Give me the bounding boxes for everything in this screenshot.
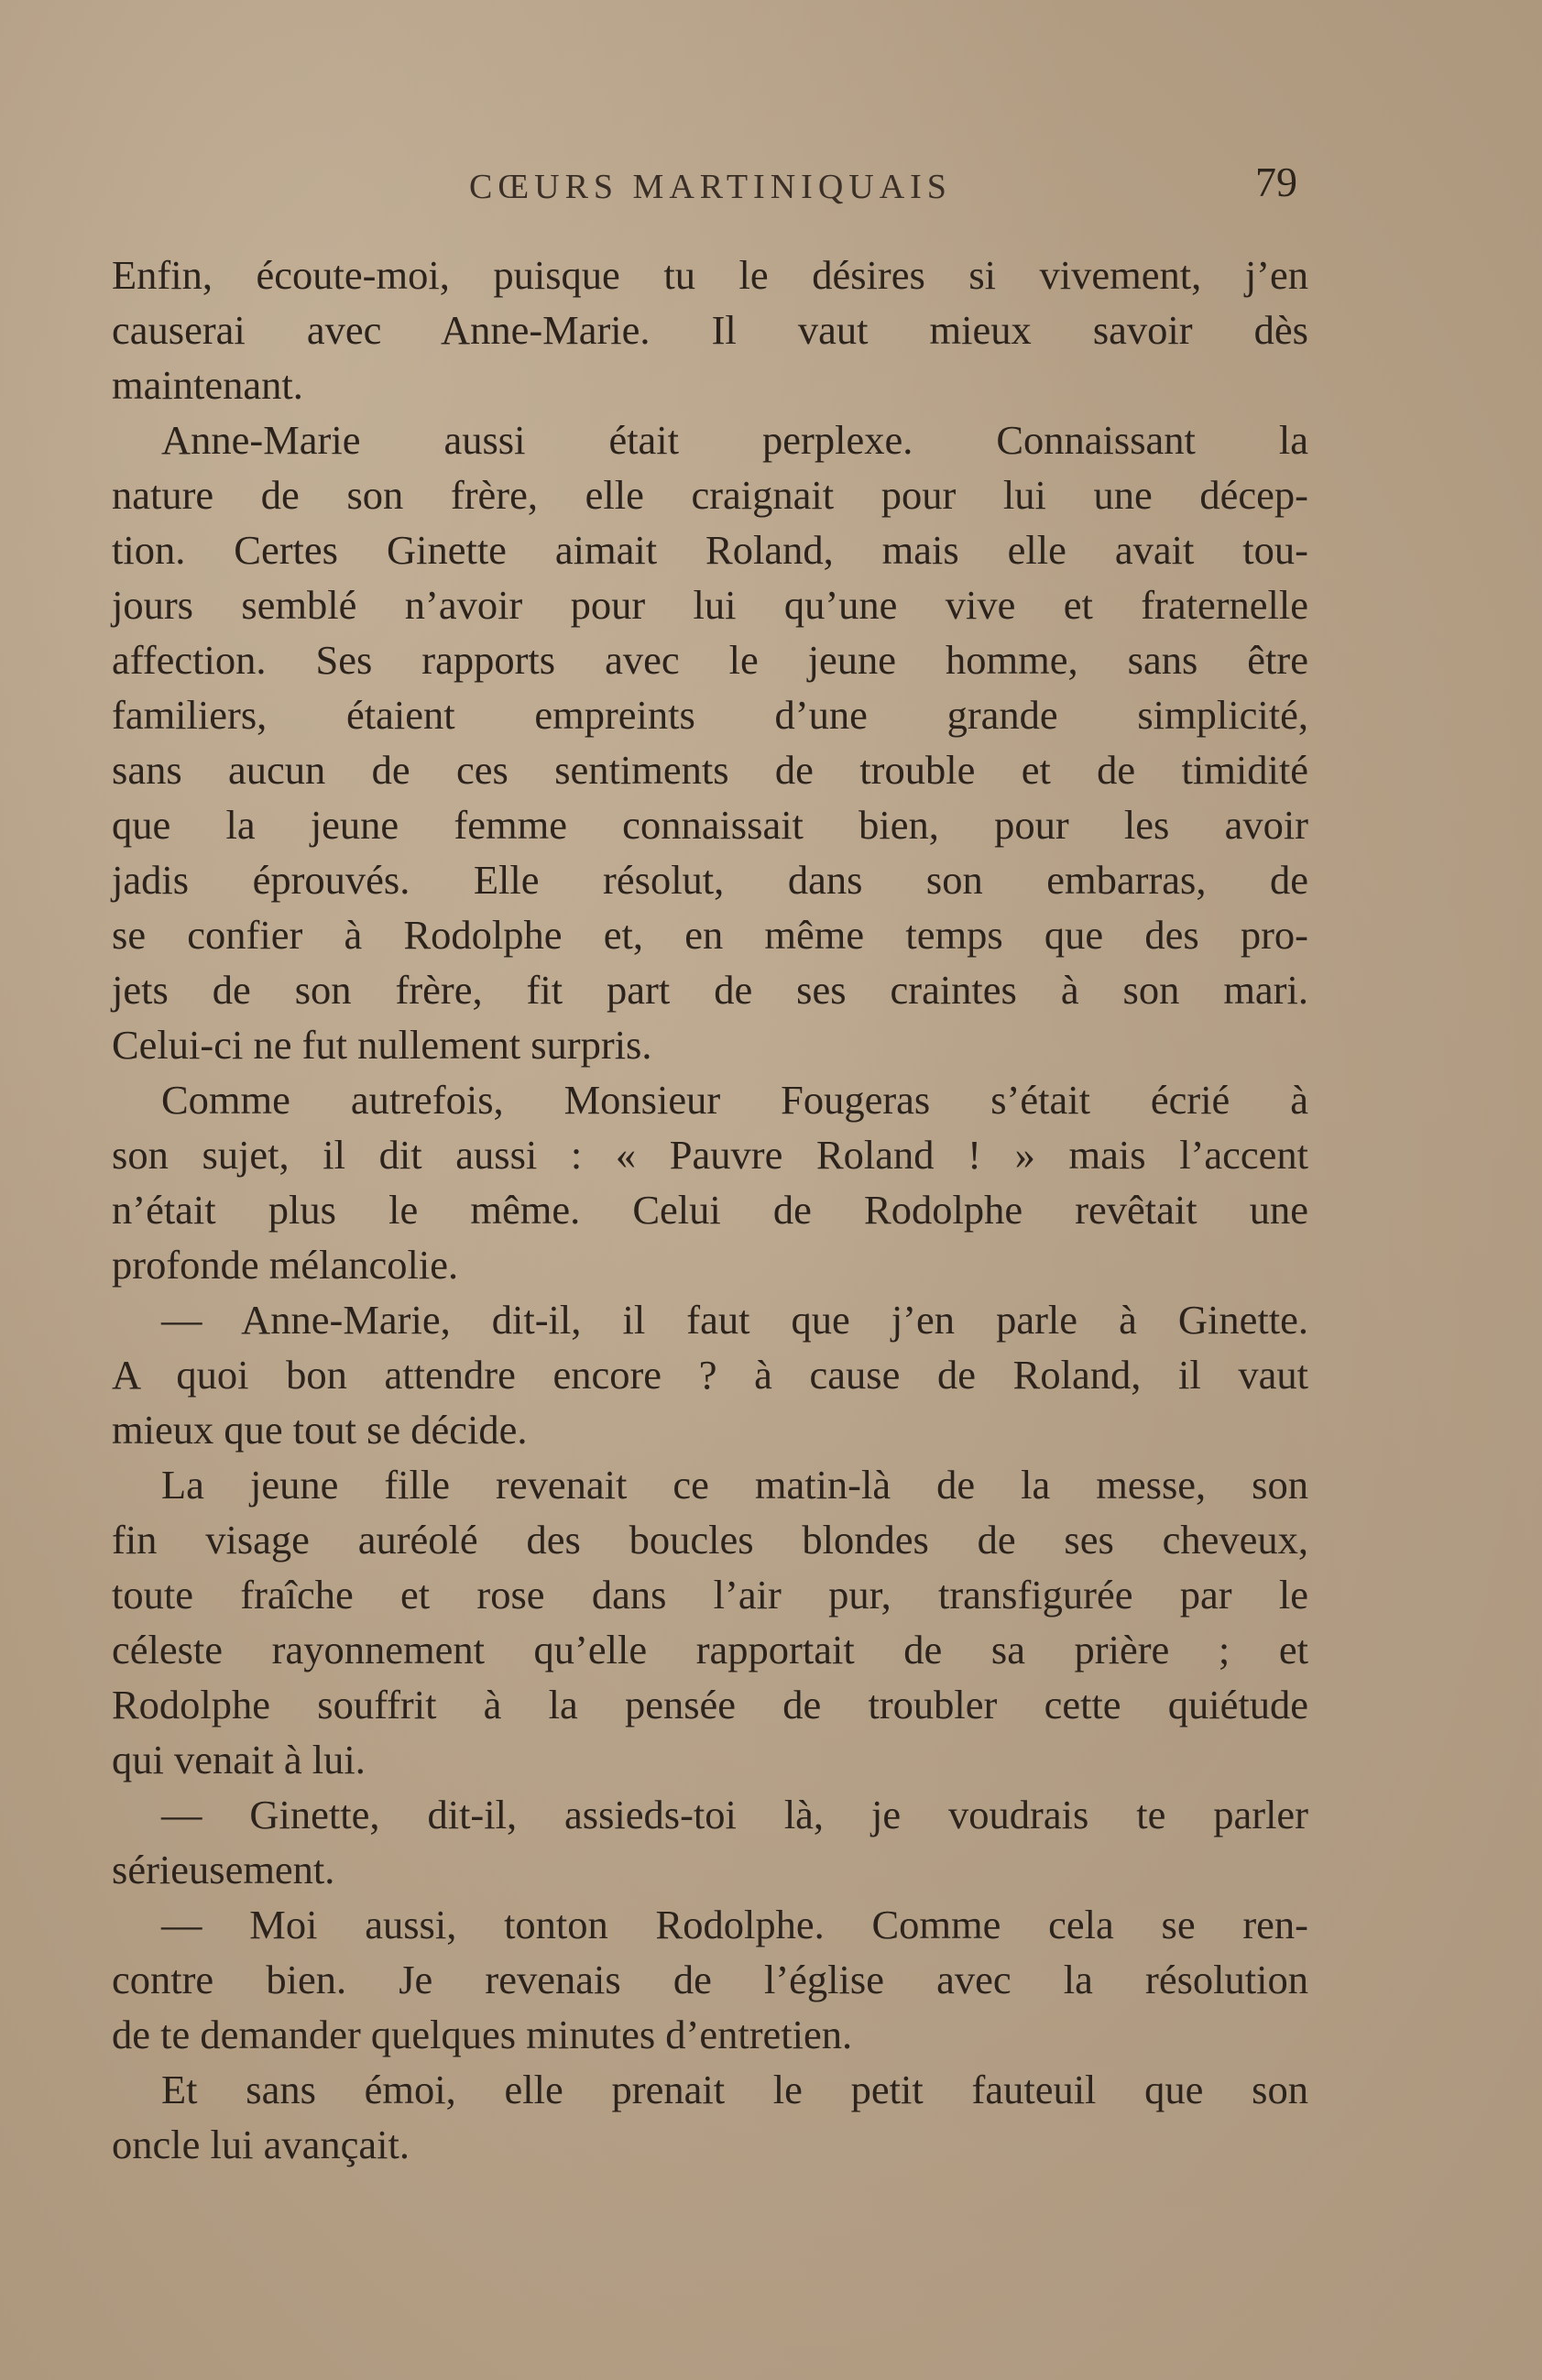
text-line: se confier à Rodolphe et, en même temps que des pro- [112,912,1308,958]
text-line: nature de son frère, elle craignait pour lui une décep- [112,472,1308,518]
text-line: A quoi bon attendre encore ? à cause de Roland, il vaut [112,1352,1308,1398]
text-line: jadis éprouvés. Elle résolut, dans son embarras, de [112,857,1308,903]
text-line: causerai avec Anne-Marie. Il vaut mieux savoir dès [112,307,1308,353]
text-line: sérieusement. [112,1847,335,1892]
running-title: CŒURS MARTINIQUAIS [469,168,952,206]
text-line: sans aucun de ces sentiments de trouble et de timidité [112,747,1308,793]
text-line: tion. Certes Ginette aimait Roland, mais elle avait tou- [112,527,1308,573]
text-line: céleste rayonnement qu’elle rapportait de sa prière ; et [112,1627,1308,1673]
text-line: — Moi aussi, tonton Rodolphe. Comme cela se ren- [161,1902,1308,1947]
text-line: — Ginette, dit-il, assieds-toi là, je voudrais te parler [161,1792,1308,1837]
text-line: Comme autrefois, Monsieur Fougeras s’était écrié à [161,1077,1308,1123]
page-number: 79 [1255,159,1297,205]
body-text [112,247,1308,2172]
text-line: qui venait à lui. [112,1737,366,1782]
text-line: Rodolphe souffrit à la pensée de troubler cette quiétude [112,1682,1308,1727]
text-line: familiers, étaient empreints d’une grande simplicité, [112,692,1308,738]
text-line: de te demander quelques minutes d’entretien. [112,2012,853,2057]
text-line: oncle lui avançait. [112,2122,410,2167]
text-line: jets de son frère, fit part de ses craintes à son mari. [112,967,1308,1013]
text-line: Anne-Marie aussi était perplexe. Connaissant la [161,417,1308,463]
text-line: profonde mélancolie. [112,1242,459,1288]
text-line: mieux que tout se décide. [112,1407,528,1453]
text-line: Et sans émoi, elle prenait le petit fauteuil que son [161,2067,1308,2112]
text-line: que la jeune femme connaissait bien, pour les avoir [112,802,1308,848]
text-line: son sujet, il dit aussi : « Pauvre Roland ! » mais l’accent [112,1132,1308,1178]
text-line: contre bien. Je revenais de l’église avec la résolution [112,1957,1308,2002]
running-head [0,158,1542,213]
text-line: maintenant. [112,362,303,408]
text-line: jours semblé n’avoir pour lui qu’une vive et fraternelle [112,582,1308,628]
text-line: La jeune fille revenait ce matin-là de la messe, son [161,1462,1308,1508]
text-line: n’était plus le même. Celui de Rodolphe revêtait une [112,1187,1308,1233]
text-line: Celui-ci ne fut nullement surpris. [112,1022,652,1068]
text-line: Enfin, écoute-moi, puisque tu le désires si vivement, j’en [112,252,1308,298]
text-line: — Anne-Marie, dit-il, il faut que j’en parle à Ginette. [161,1297,1308,1343]
text-line: affection. Ses rapports avec le jeune homme, sans être [112,637,1308,683]
text-line: fin visage auréolé des boucles blondes de ses cheveux, [112,1517,1308,1563]
text-line: toute fraîche et rose dans l’air pur, transfigurée par le [112,1572,1308,1618]
